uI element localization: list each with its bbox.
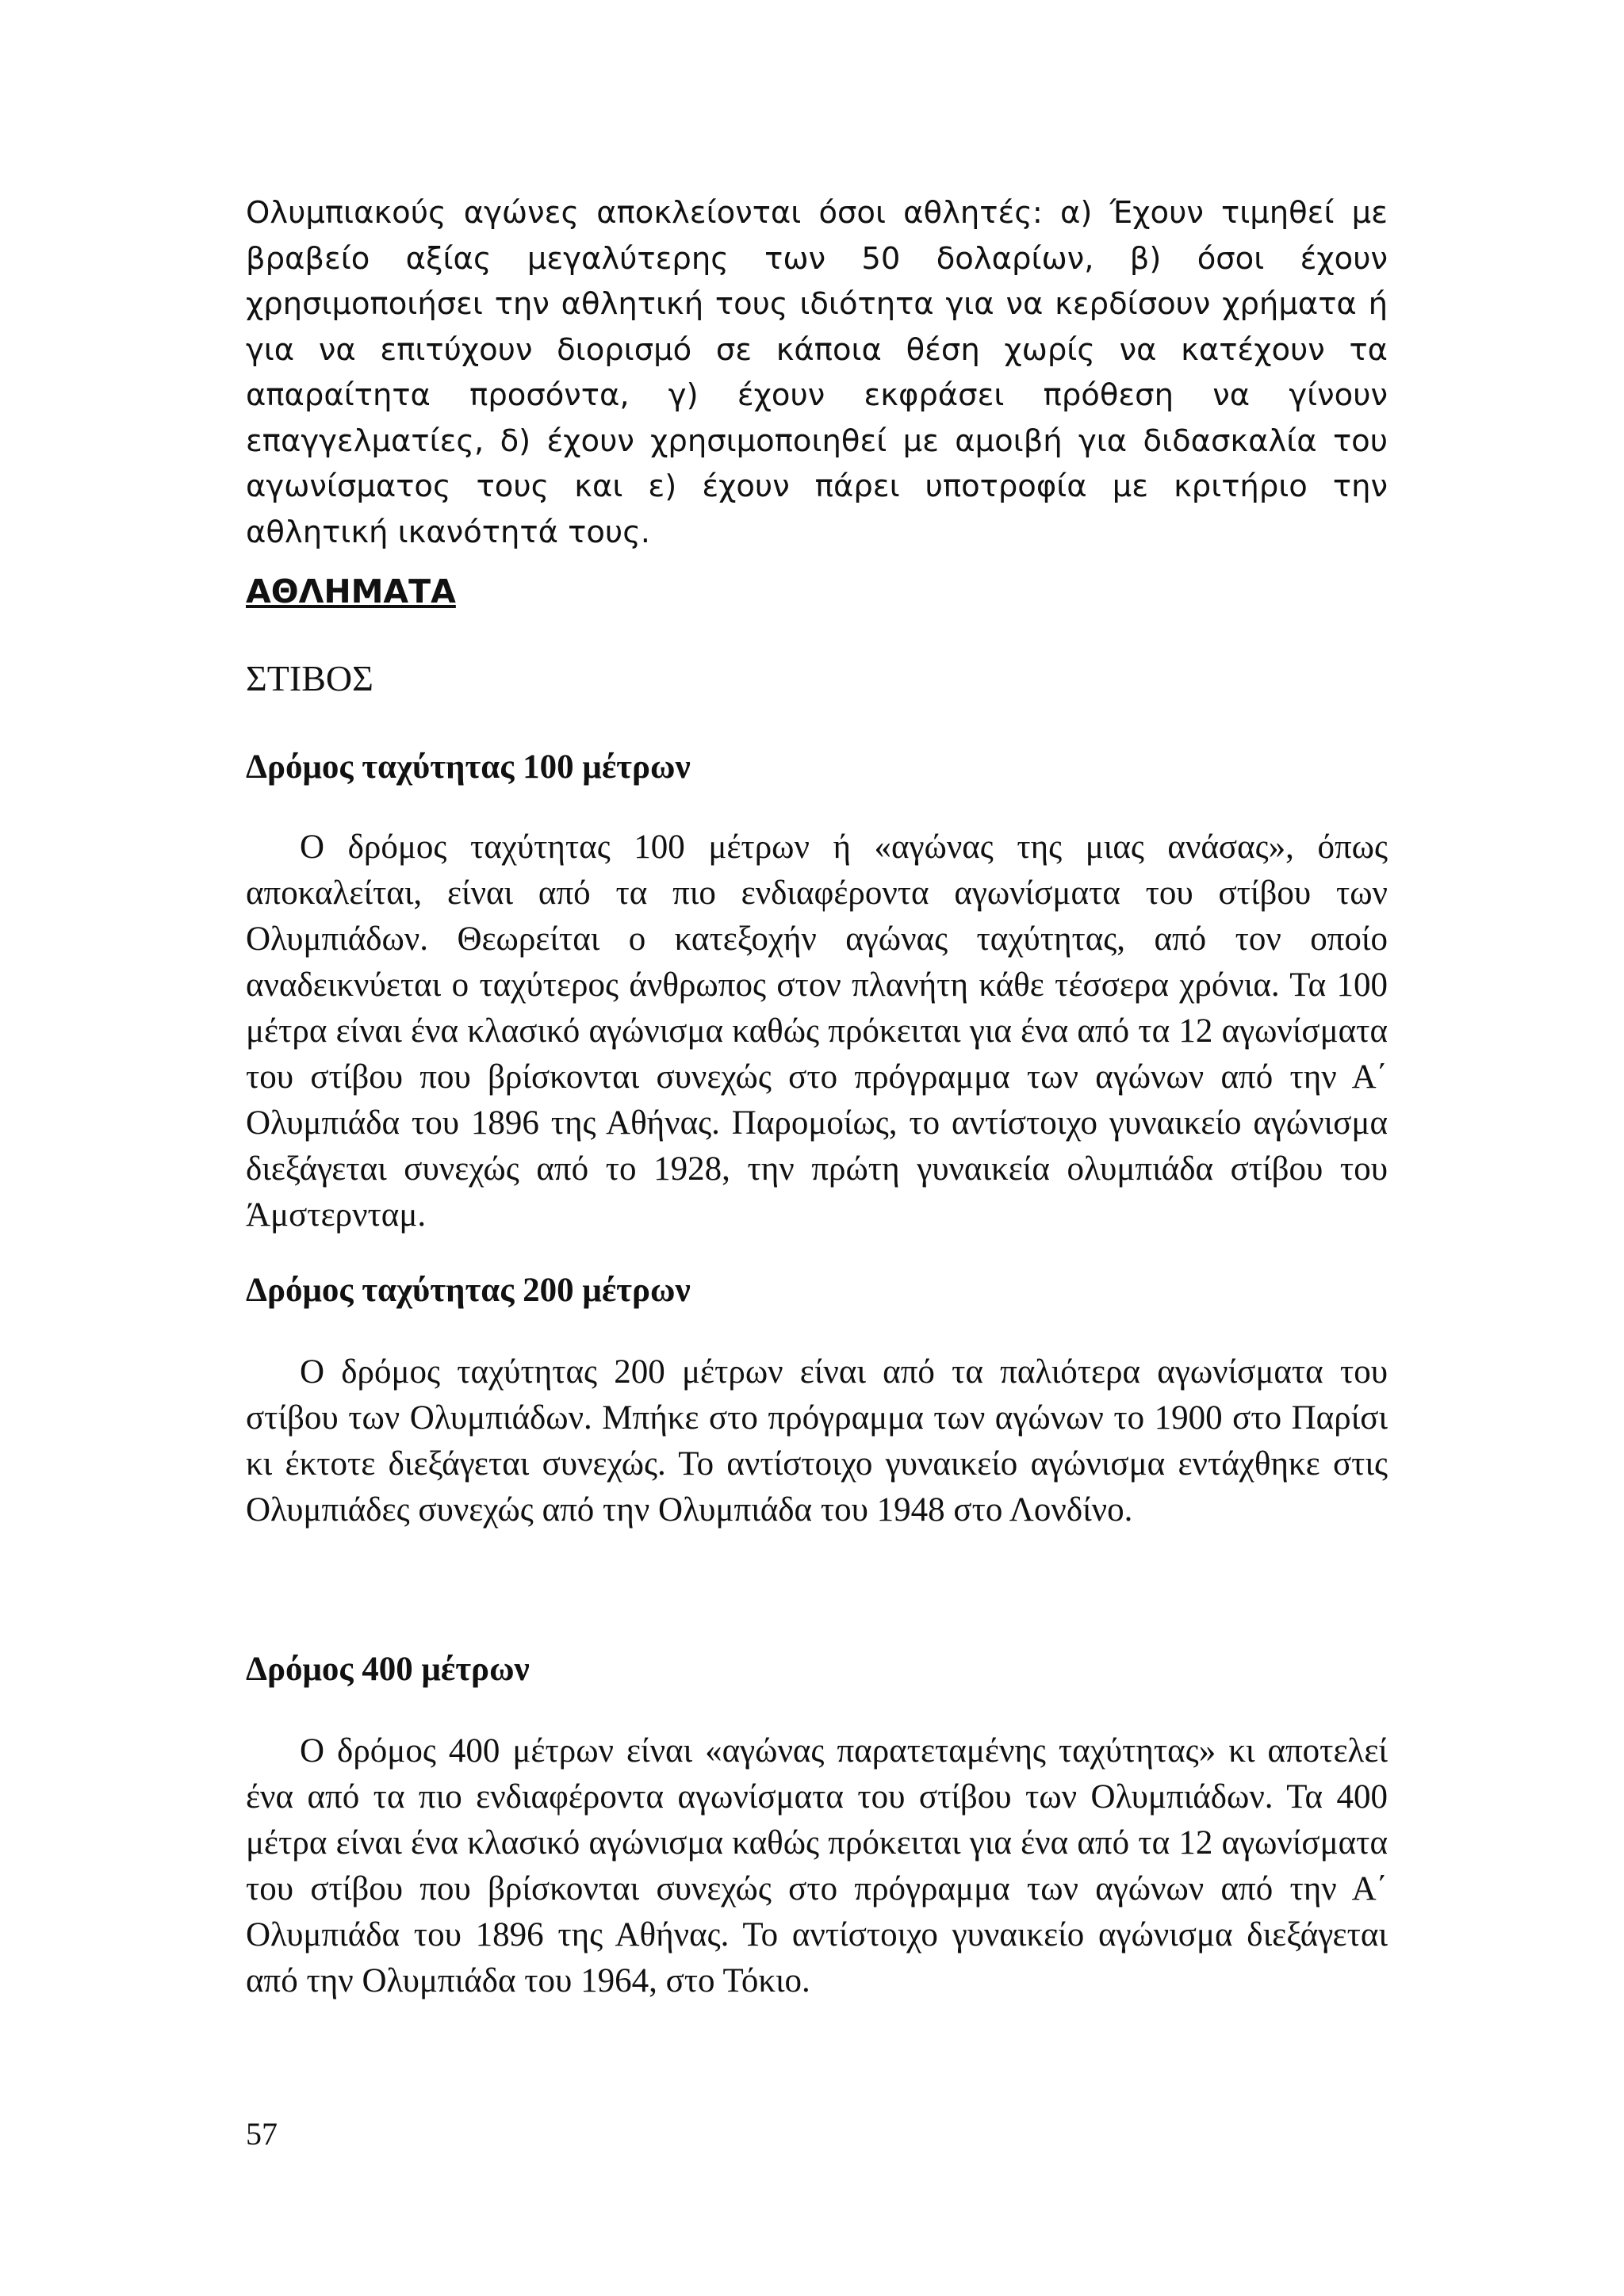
intro-paragraph: Ολυμπιακούς αγώνες αποκλείονται όσοι αθλητές: α) Έχουν τιμηθεί με βραβείο αξίας μεγαλύτερης των 50 δολαρίων, β) όσοι έχουν χρησιμοποιήσει την αθλητική τους ιδιότητα για να κερδίσουν χρήματα ή για να επιτύχουν διορισμό σε κάποια θέση χωρίς να κατέχουν τα απαραίτητα προσόντα, γ) έχουν εκφράσει πρόθεση να γίνουν επαγγελματίες, δ) έχουν χρησιμοποιηθεί με αμοιβή για διδασκαλία του αγωνίσματος τους και ε) έχουν πάρει υποτροφία με κριτήριο την αθλητική ικανότητά τους.	[246, 195, 1388, 550]
section-title: ΑΘΛΗΜΑΤΑ	[246, 572, 456, 610]
event-body-100m: Ο δρόμος ταχύτητας 100 μέτρων ή «αγώνας της μιας ανάσας», όπως αποκαλείται, είναι από τα πιο ενδιαφέροντα αγωνίσματα του στίβου των Ολυμπιάδων. Θεωρείται ο κατεξοχήν αγώνας ταχύτητας, από τον οποίο αναδεικνύεται ο ταχύτερος άνθρωπος στον πλανήτη κάθε τέσσερα χρόνια. Τα 100 μέτρα είναι ένα κλασικό αγώνισμα καθώς πρόκειται για ένα από τα 12 αγωνίσματα του στίβου που βρίσκονται συνεχώς στο πρόγραμμα των αγώνων από την Α΄ Ολυμπιάδα του 1896 της Αθήνας. Παρομοίως, το αντίστοιχο γυναικείο αγώνισμα διεξάγεται συνεχώς από το 1928, την πρώτη γυναικεία ολυμπιάδα στίβου του Άμστερνταμ.	[246, 828, 1388, 1234]
page-number: 57	[246, 2116, 278, 2152]
event-heading-400m: Δρόμος 400 μέτρων	[246, 1651, 530, 1688]
event-body-400m: Ο δρόμος 400 μέτρων είναι «αγώνας παρατεταμένης ταχύτητας» κι αποτελεί ένα από τα πιο ενδιαφέροντα αγωνίσματα του στίβου των Ολυμπιάδων. Τα 400 μέτρα είναι ένα κλασικό αγώνισμα καθώς πρόκειται για ένα από τα 12 αγωνίσματα του στίβου που βρίσκονται συνεχώς στο πρόγραμμα των αγώνων από την Α΄ Ολυμπιάδα του 1896 της Αθήνας. Το αντίστοιχο γυναικείο αγώνισμα διεξάγεται από την Ολυμπιάδα του 1964, στο Τόκιο.	[246, 1732, 1388, 1999]
event-heading-200m: Δρόμος ταχύτητας 200 μέτρων	[246, 1272, 691, 1309]
category-title: ΣΤΙΒΟΣ	[246, 658, 373, 698]
document-page	[246, 190, 1388, 2004]
event-body-200m: Ο δρόμος ταχύτητας 200 μέτρων είναι από τα παλιότερα αγωνίσματα του στίβου των Ολυμπιάδων. Μπήκε στο πρόγραμμα των αγώνων το 1900 στο Παρίσι κι έκτοτε διεξάγεται συνεχώς. Το αντίστοιχο γυναικείο αγώνισμα εντάχθηκε στις Ολυμπιάδες συνεχώς από την Ολυμπιάδα του 1948 στο Λονδίνο.	[246, 1353, 1388, 1529]
event-heading-100m: Δρόμος ταχύτητας 100 μέτρων	[246, 748, 691, 786]
